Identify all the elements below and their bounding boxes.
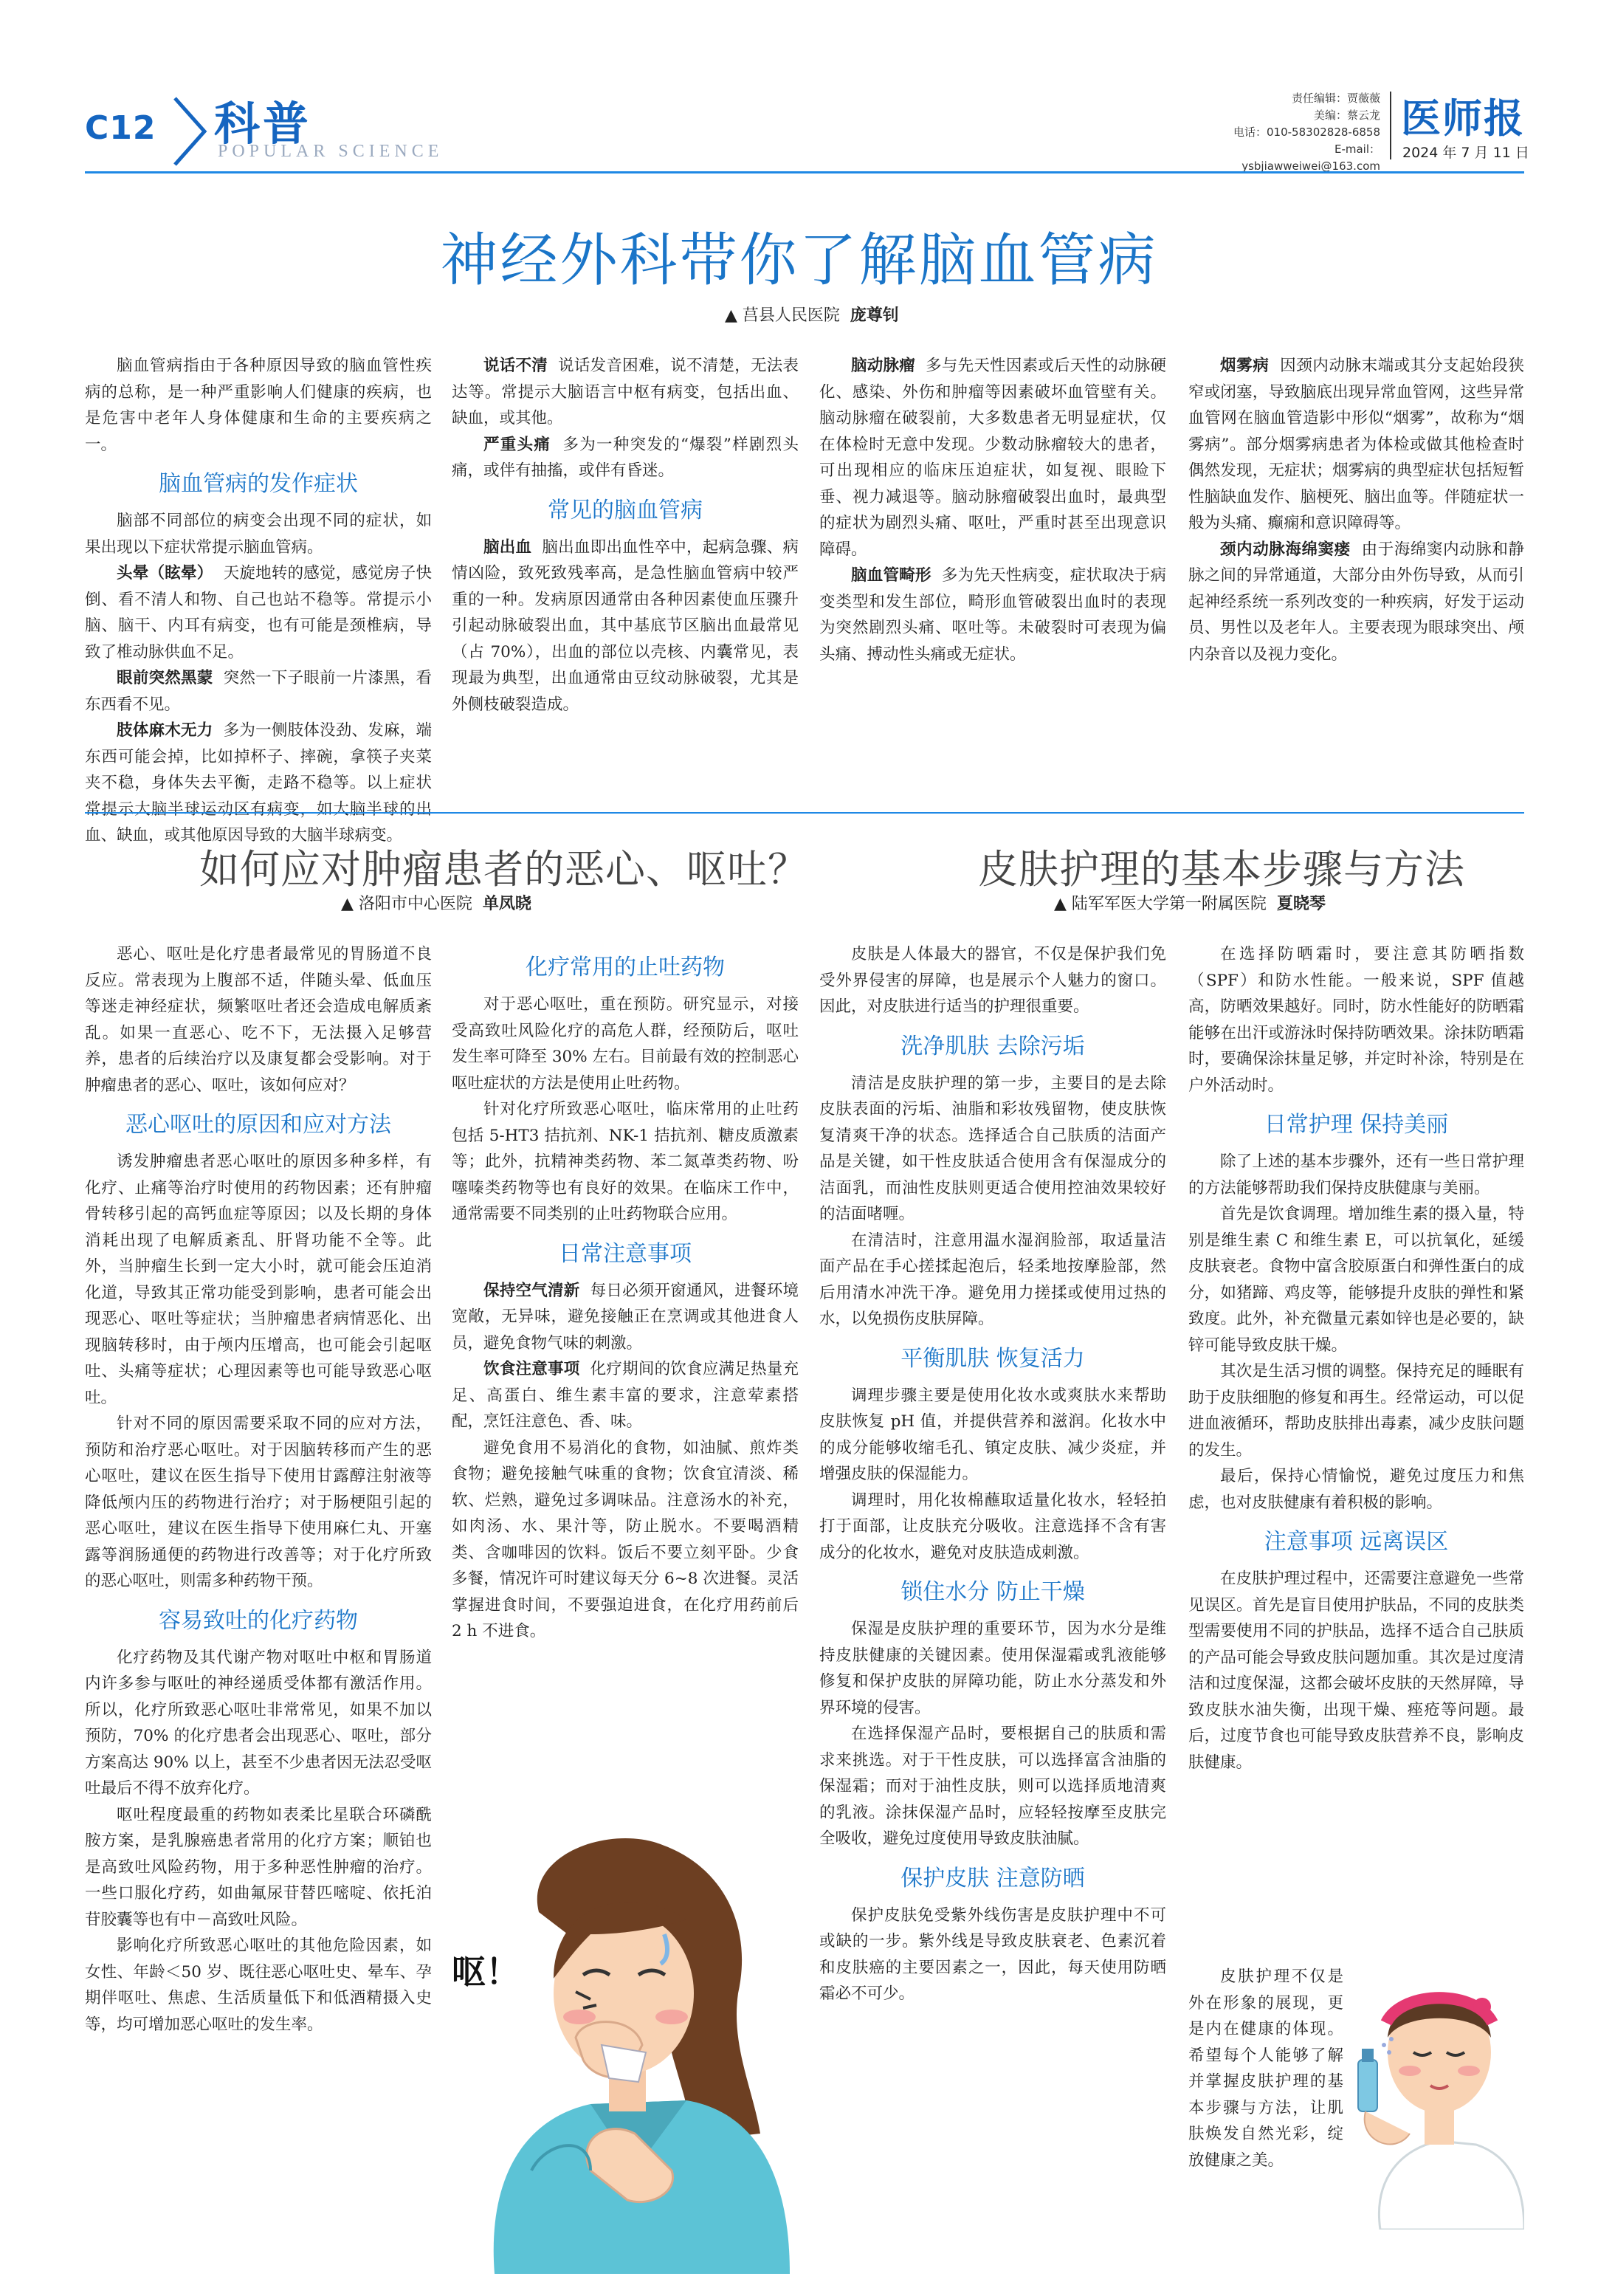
term-desc: 化疗期间的饮食应满足热量充足、高蛋白、维生素丰富的要求，注意荤素搭配，烹饪注意色、香、味。 — [452, 1360, 799, 1431]
section-heading: 化疗常用的止吐药物 — [526, 955, 725, 980]
article-title: 如何应对肿瘤患者的恶心、呕吐？ — [199, 846, 808, 893]
paragraph — [452, 1356, 799, 1435]
article1-col2 — [452, 353, 799, 718]
newspaper-logo: 医师报 — [1401, 95, 1525, 142]
paragraph — [85, 665, 432, 718]
section-heading: 洗净肌肤 去除污垢 — [900, 1033, 1085, 1059]
section-heading: 注意事项 远离误区 — [1264, 1529, 1449, 1555]
paragraph: 除了上述的基本步骤外，还有一些日常护理的方法能够帮助我们保持皮肤健康与美丽。 — [1188, 1152, 1524, 1197]
designer-line: 美编：蔡云龙 — [1313, 109, 1380, 122]
byline-org: ▲ 陆军军医大学第一附属医院 — [1054, 895, 1267, 913]
paragraph — [452, 535, 799, 718]
paragraph: 首先是饮食调理。增加维生素的摄入量，特别是维生素 C 和维生素 E，可以抗氧化，延缓皮肤衰老。食物中富含胶原蛋白和弹性蛋白的成分，如猪蹄、鸡皮等，能够提升皮肤的弹性和紧致度。此外，补充微量元素如锌也是必要的，缺锌可能导致皮肤干燥。 — [1188, 1205, 1524, 1355]
section-heading: 锁住水分 防止干燥 — [900, 1579, 1085, 1605]
paragraph: 在选择防晒霜时，要注意其防晒指数（SPF）和防水性能。一般来说，SPF 值越高，防晒效果越好。同时，防水性能好的防晒霜能够在出汗或游泳时保持防晒效果。涂抹防晒霜时，要确保涂抹量足够，并定时补涂，特别是在户外活动时。 — [1188, 945, 1524, 1095]
article-byline — [1054, 891, 1326, 914]
phone-line: 电话：010-58302828-6858 — [1233, 126, 1380, 139]
term-desc: 多为一种突发的“爆裂”样剧烈头痛，或伴有抽搐，或伴有昏迷。 — [452, 435, 799, 480]
section-heading: 保护皮肤 注意防晒 — [900, 1865, 1085, 1891]
article3-col1 — [819, 941, 1166, 2007]
issue-date: 2024 年 7 月 11 日 — [1402, 145, 1529, 161]
byline-org: ▲ 莒县人民医院 — [725, 306, 840, 325]
paragraph — [1188, 537, 1524, 668]
paragraph: 避免食用不易消化的食物，如油腻、煎炸类食物；避免接触气味重的食物；饮食宜清淡、稀软、烂熟，避免过多调味品。注意汤水的补充，如肉汤、水、果汁等，防止脱水。不要喝酒精类、含咖啡因的饮料。饭后不要立刻平卧。少食多餐，情况许可时建议每天分 6~8 次进餐。灵活掌握进食时间，不要强迫进食，在化疗用药前后 2 h 不进食。 — [452, 1438, 799, 1640]
article-byline — [725, 303, 899, 326]
header-rule — [85, 171, 1524, 173]
term: 严重头痛 — [483, 435, 551, 454]
nauseous-woman-illustration — [443, 1824, 819, 2274]
paragraph: 脑部不同部位的病变会出现不同的症状，如果出现以下症状常提示脑血管病。 — [85, 512, 432, 557]
article3-col2 — [1188, 941, 1524, 1776]
page-number: C12 — [85, 109, 156, 147]
editor-line: 责任编辑：贾薇薇 — [1291, 92, 1380, 105]
article1-col3 — [819, 353, 1166, 667]
term-desc: 每日必须开窗通风，进餐环境宽敞，无异味，避免接触正在烹调或其他进食人员，避免食物气味的刺激。 — [452, 1281, 799, 1352]
article3-closing — [1188, 1964, 1343, 2173]
email-line: E-mail：ysbjiawweiwei@163.com — [1241, 142, 1380, 173]
paragraph: 其次是生活习惯的调整。保持充足的睡眠有助于皮肤细胞的修复和再生。经常运动，可以促进血液循环，帮助皮肤排出毒素，减少皮肤问题的发生。 — [1188, 1362, 1524, 1460]
paragraph: 在皮肤护理过程中，还需要注意避免一些常见误区。首先是盲目使用护肤品，不同的皮肤类型需要使用不同的护肤品，选择不适合自己肤质的产品可能会导致皮肤问题加重。其次是过度清洁和过度保湿，这都会破坏皮肤的天然屏障，导致皮肤水油失衡，出现干燥、痤疮等问题。最后，过度节食也可能导致皮肤营养不良，影响皮肤健康。 — [1188, 1570, 1524, 1772]
term: 脑出血 — [483, 537, 532, 557]
paragraph — [452, 432, 799, 484]
section-heading: 脑血管病的发作症状 — [159, 471, 358, 497]
section-title: 科普 — [214, 97, 312, 151]
article-title: 神经外科带你了解脑血管病 — [440, 227, 1158, 294]
section-heading: 日常护理 保持美丽 — [1264, 1112, 1449, 1138]
byline-org: ▲ 洛阳市中心医院 — [341, 895, 472, 913]
paragraph: 针对化疗所致恶心呕吐，临床常用的止吐药包括 5-HT3 拮抗剂、NK-1 拮抗剂、糖皮质激素等；此外，抗精神类药物、苯二氮䓬类药物、吩噻嗪类药物等也有良好的效果。在临床工作中，通常需要不同类别的止吐药物联合应用。 — [452, 1100, 799, 1223]
term-desc: 多为一侧肢体没劲、发麻，端东西可能会掉，比如掉杯子、摔碗，拿筷子夹菜夹不稳，身体失去平衡，走路不稳等。以上症状常提示大脑半球运动区有病变，如大脑半球的出血、缺血，或其他原因导致的大脑半球病变。 — [85, 721, 432, 845]
paragraph — [819, 353, 1166, 563]
term: 头晕（眩晕） — [117, 564, 213, 582]
section-heading: 容易致吐的化疗药物 — [159, 1607, 358, 1634]
paragraph: 保护皮肤免受紫外线伤害是皮肤护理中不可或缺的一步。紫外线是导致皮肤衰老、色素沉着和皮肤癌的主要因素之一，因此，每天使用防晒霜必不可少。 — [819, 1905, 1166, 2003]
chevron-right-icon — [166, 94, 210, 168]
vomit-sound-text: 呕！ — [452, 1952, 520, 1992]
article1-col4 — [1188, 353, 1524, 667]
term: 说话不清 — [483, 357, 548, 375]
paragraph: 呕吐程度最重的药物如表柔比星联合环磷酰胺方案，是乳腺癌患者常用的化疗方案；顺铂也是高致吐风险药物，用于多种恶性肿瘤的治疗。一些口服化疗药，如曲氟尿苷替匹嘧啶、依托泊苷胶囊等也有中－高致吐风险。 — [85, 1805, 432, 1929]
term: 眼前突然黑蒙 — [117, 669, 213, 687]
paragraph: 对于恶心呕吐，重在预防。研究显示，对接受高致吐风险化疗的高危人群，经预防后，呕吐发生率可降至 30% 左右。目前最有效的控制恶心呕吐症状的方法是使用止吐药物。 — [452, 995, 799, 1093]
paragraph — [452, 353, 799, 432]
paragraph: 在选择保湿产品时，要根据自己的肤质和需求来挑选。对于干性皮肤，可以选择富含油脂的保湿霜；而对于油性皮肤，则可以选择质地清爽的乳液。涂抹保湿产品时，应轻轻按摩至皮肤完全吸收，避免过度使用导致皮肤油腻。 — [819, 1725, 1166, 1848]
term-desc: 多为先天性病变，症状取决于病变类型和发生部位，畸形血管破裂出血时的表现为突然剧烈头痛、呕吐等。未破裂时可表现为偏头痛、搏动性头痛或无症状。 — [819, 566, 1166, 664]
article-title: 皮肤护理的基本步骤与方法 — [978, 846, 1465, 893]
section-heading: 常见的脑血管病 — [548, 497, 703, 523]
term: 保持空气清新 — [483, 1281, 580, 1300]
section-heading: 日常注意事项 — [559, 1240, 692, 1267]
paragraph: 皮肤是人体最大的器官，不仅是保护我们免受外界侵害的屏障，也是展示个人魅力的窗口。因此，对皮肤进行适当的护理很重要。 — [819, 945, 1166, 1016]
byline-author: 夏晓琴 — [1276, 895, 1326, 913]
article2-col2 — [452, 941, 799, 1645]
paragraph — [819, 563, 1166, 667]
byline-author: 庞尊钊 — [850, 306, 899, 325]
article-divider — [85, 812, 1524, 814]
article-byline — [341, 891, 531, 914]
paragraph: 清洁是皮肤护理的第一步，主要目的是去除皮肤表面的污垢、油脂和彩妆残留物，使皮肤恢复清爽干净的状态。选择适合自己肤质的洁面产品是关键，如干性皮肤适合使用含有保湿成分的洁面乳，而油性皮肤则更适合使用控油效果较好的洁面啫喱。 — [819, 1073, 1166, 1223]
paragraph: 脑血管病指由于各种原因导致的脑血管性疾病的总称，是一种严重影响人们健康的疾病，也是危害中老年人身体健康和生命的主要疾病之一。 — [85, 357, 432, 454]
paragraph: 调理时，用化妆棉蘸取适量化妆水，轻轻拍打于面部，让皮肤充分吸收。注意选择不含有害成分的化妆水，避免对皮肤造成刺激。 — [819, 1491, 1166, 1562]
paragraph: 调理步骤主要是使用化妆水或爽肤水来帮助皮肤恢复 pH 值，并提供营养和滋润。化妆水中的成分能够收缩毛孔、镇定皮肤、减少炎症，并增强皮肤的保湿能力。 — [819, 1386, 1166, 1483]
paragraph: 影响化疗所致恶心呕吐的其他危险因素，如女性、年龄＜50 岁、既往恶心呕吐史、晕车、孕期伴呕吐、焦虑、生活质量低下和低酒精摄入史等，均可增加恶心呕吐的发生率。 — [85, 1936, 432, 2034]
term-desc: 脑出血即出血性卒中，起病急骤、病情凶险，致死致残率高，是急性脑血管病中较严重的一种。发病原因通常由各种因素使血压骤升引起动脉破裂出血，其中基底节区脑出血最常见（占 70%），出血的部位以壳核、内囊常见，表现最为典型，出血通常由豆纹动脉破裂，尤其是外侧枝破裂造成。 — [452, 537, 799, 714]
paragraph: 恶心、呕吐是化疗患者最常见的胃肠道不良反应。常表现为上腹部不适，伴随头晕、低血压等迷走神经症状，频繁呕吐者还会造成电解质紊乱。如果一直恶心、吃不下，无法摄入足够营养，患者的后续治疗以及康复都会受影响。对于肿瘤患者的恶心、呕吐，该如何应对？ — [85, 945, 432, 1095]
paragraph — [1188, 353, 1524, 537]
byline-author: 单凤晓 — [482, 895, 531, 913]
paragraph: 化疗药物及其代谢产物对呕吐中枢和胃肠道内许多参与呕吐的神经递质受体都有激活作用。所以，化疗所致恶心呕吐非常常见，如果不加以预防，70% 的化疗患者会出现恶心、呕吐，部分方案高达 90% 以上，甚至不少患者因无法忍受呕吐最后不得不放弃化疗。 — [85, 1648, 432, 1798]
masthead-divider — [1390, 92, 1391, 159]
article1-col1 — [85, 353, 432, 849]
term: 脑动脉瘤 — [851, 357, 915, 375]
term-desc: 突然一下子眼前一片漆黑，看东西看不见。 — [85, 669, 432, 714]
article2-col1 — [85, 941, 432, 2038]
term-desc: 因颈内动脉末端或其分支起始段狭窄或闭塞，导致脑底出现异常血管网，这些异常血管网在脑血管造影中形似“烟雾”，故称为“烟雾病”。部分烟雾病患者为体检或做其他检查时偶然发现，无症状；烟雾病的典型症状包括短暂性脑缺血发作、脑梗死、脑出血等。伴随症状一般为头痛、癫痫和意识障碍等。 — [1188, 357, 1524, 532]
term-desc: 天旋地转的感觉，感觉房子快倒、看不清人和物、自己也站不稳等。常提示小脑、脑干、内耳有病变，也有可能是颈椎病，导致了椎动脉供血不足。 — [85, 564, 432, 661]
term-desc: 说话发音困难，说不清楚，无法表达等。常提示大脑语言中枢有病变，包括出血、缺血，或其他。 — [452, 357, 799, 427]
term-desc: 多与先天性因素或后天性的动脉硬化、感染、外伤和肿瘤等因素破坏血管壁有关。脑动脉瘤在破裂前，大多数患者无明显症状，仅在体检时无意中发现。少数动脉瘤较大的患者，可出现相应的临床压迫症状，如复视、眼睑下垂、视力减退等。脑动脉瘤破裂出血时，最典型的症状为剧烈头痛、呕吐，严重时甚至出现意识障碍。 — [819, 357, 1166, 559]
paragraph — [85, 560, 432, 665]
section-heading: 恶心呕吐的原因和应对方法 — [125, 1112, 391, 1138]
paragraph — [452, 1278, 799, 1357]
term: 颈内动脉海绵窦瘘 — [1220, 540, 1351, 559]
paragraph: 皮肤护理不仅是外在形象的展现，更是内在健康的体现。希望每个人能够了解并掌握皮肤护理的基本步骤与方法，让肌肤焕发自然光彩，绽放健康之美。 — [1188, 1967, 1343, 2170]
term-desc: 由于海绵窦内动脉和静脉之间的异常通道，大部分由外伤导致，从而引起神经系统一系列改变的一种疾病，好发于运动员、男性以及老年人。主要表现为眼球突出、颅内杂音以及视力变化。 — [1188, 540, 1524, 664]
paragraph: 保湿是皮肤护理的重要环节，因为水分是维持皮肤健康的关键因素。使用保湿霜或乳液能够修复和保护皮肤的屏障功能，防止水分蒸发和外界环境的侵害。 — [819, 1620, 1166, 1717]
paragraph: 诱发肿瘤患者恶心呕吐的原因多种多样，有化疗、止痛等治疗时使用的药物因素；还有肿瘤骨转移引起的高钙血症等原因；以及长期的身体消耗出现了电解质紊乱、肝肾功能不全等。此外，当肿瘤生长到一定大小时，就可能会压迫消化道，导致其正常功能受到影响，患者可能会出现恶心、呕吐等症状；当肿瘤患者病情恶化、出现脑转移时，由于颅内压增高，也可能会引起呕吐、头痛等症状；心理因素等也可能导致恶心呕吐。 — [85, 1152, 432, 1407]
paragraph: 最后，保持心情愉悦，避免过度压力和焦虑，也对皮肤健康有着积极的影响。 — [1188, 1467, 1524, 1512]
section-title-en: POPULAR SCIENCE — [218, 142, 444, 161]
paragraph — [85, 718, 432, 849]
term: 饮食注意事项 — [483, 1360, 580, 1378]
editor-info — [1203, 90, 1380, 175]
paragraph: 在清洁时，注意用温水湿润脸部，取适量洁面产品在手心搓揉起泡后，轻柔地按摩脸部，然后用清水冲洗干净。避免用力搓揉或使用过热的水，以免损伤皮肤屏障。 — [819, 1231, 1166, 1328]
term: 肢体麻木无力 — [117, 721, 213, 740]
section-heading: 平衡肌肤 恢复活力 — [900, 1345, 1085, 1372]
skincare-woman-illustration — [1351, 1934, 1524, 2230]
paragraph: 针对不同的原因需要采取不同的应对方法，预防和治疗恶心呕吐。对于因脑转移而产生的恶心呕吐，建议在医生指导下使用甘露醇注射液等降低颅内压的药物进行治疗；对于肠梗阻引起的恶心呕吐，建议在医生指导下使用麻仁丸、开塞露等润肠通便的药物进行改善等；对于化疗所致的恶心呕吐，则需多种药物干预。 — [85, 1415, 432, 1590]
term: 脑血管畸形 — [851, 566, 931, 585]
term: 烟雾病 — [1220, 357, 1270, 375]
